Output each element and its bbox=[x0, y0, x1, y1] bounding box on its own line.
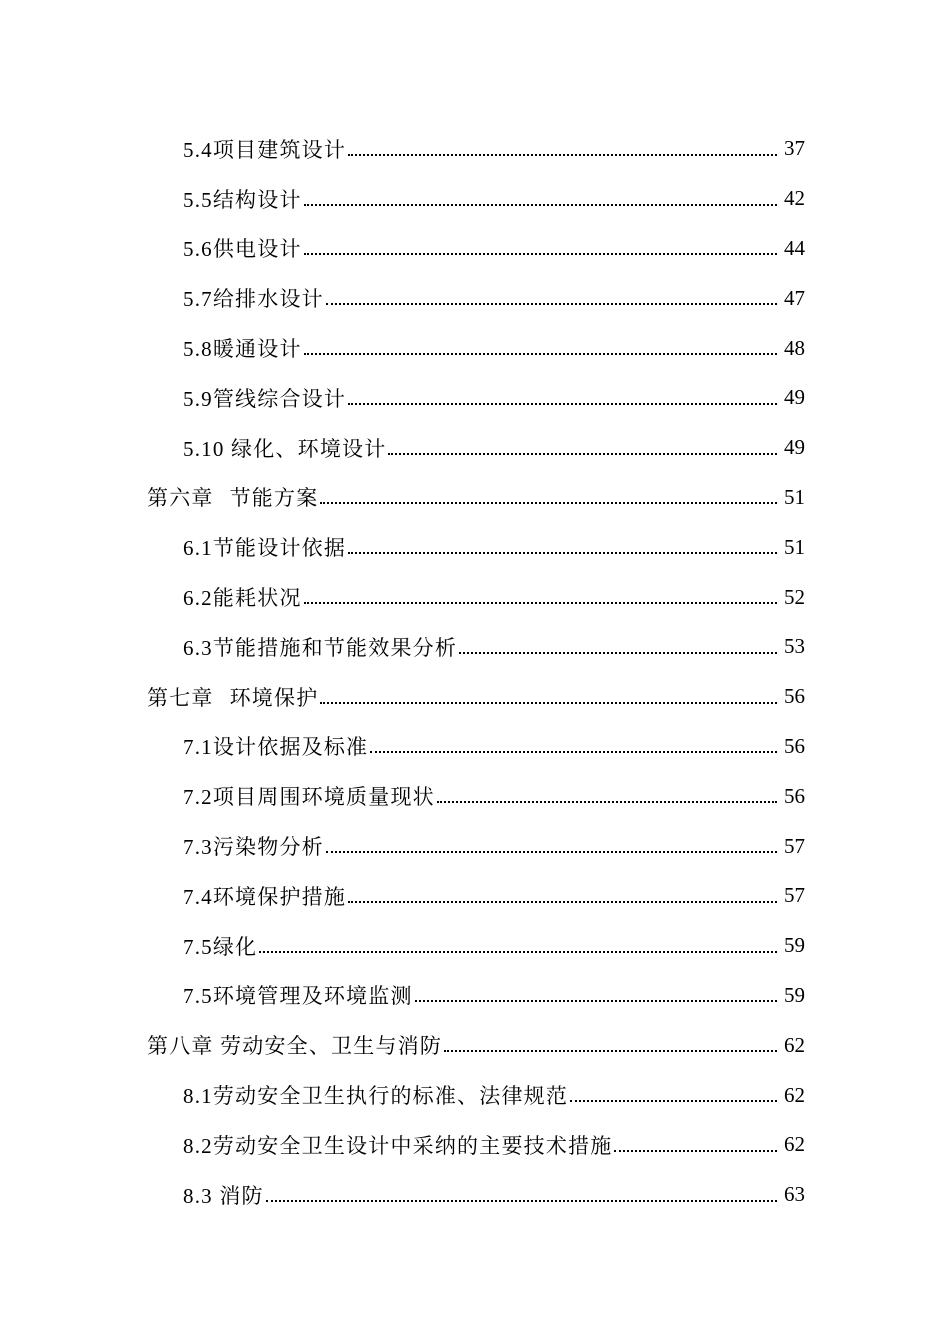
toc-entry-title: 5.7给排水设计 bbox=[183, 287, 324, 312]
toc-page-number: 42 bbox=[784, 186, 805, 211]
toc-entry[interactable] bbox=[0, 821, 950, 871]
toc-page-number: 57 bbox=[784, 883, 805, 908]
toc-page-number: 62 bbox=[784, 1032, 805, 1057]
toc-entry-title: 8.1劳动安全卫生执行的标准、法律规范 bbox=[183, 1084, 569, 1109]
toc-page-number: 56 bbox=[784, 684, 805, 709]
dot-leader bbox=[304, 204, 777, 206]
toc-entry[interactable] bbox=[0, 1120, 950, 1170]
dot-leader bbox=[348, 403, 777, 405]
toc-page-number: 49 bbox=[784, 385, 805, 410]
toc-entry-title: 6.3节能措施和节能效果分析 bbox=[183, 635, 458, 660]
toc-page-number: 62 bbox=[784, 1082, 805, 1107]
toc-page-number: 53 bbox=[784, 634, 805, 659]
toc-chapter-entry[interactable] bbox=[0, 473, 950, 523]
dot-leader bbox=[388, 453, 777, 455]
dot-leader bbox=[266, 1200, 777, 1202]
toc-page-number: 57 bbox=[784, 833, 805, 858]
toc-entry[interactable] bbox=[0, 124, 950, 174]
dot-leader bbox=[326, 851, 777, 853]
toc-entry-title: 第六章 节能方案 bbox=[147, 486, 319, 511]
toc-page-number: 48 bbox=[784, 335, 805, 360]
toc-entry-title: 5.5结构设计 bbox=[183, 187, 302, 212]
toc-entry-title: 6.1节能设计依据 bbox=[183, 536, 347, 561]
dot-leader bbox=[444, 1050, 777, 1052]
dot-leader bbox=[304, 353, 777, 355]
toc-page-number: 56 bbox=[784, 733, 805, 758]
toc-entry[interactable] bbox=[0, 1170, 950, 1220]
toc-chapter-entry[interactable] bbox=[0, 1020, 950, 1070]
dot-leader bbox=[259, 951, 777, 953]
dot-leader bbox=[415, 1000, 777, 1002]
toc-page-number: 37 bbox=[784, 136, 805, 161]
dot-leader bbox=[348, 552, 777, 554]
toc-entry[interactable] bbox=[0, 174, 950, 224]
toc-page-number: 59 bbox=[784, 933, 805, 958]
toc-page-number: 49 bbox=[784, 435, 805, 460]
toc-entry-title: 7.3污染物分析 bbox=[183, 835, 324, 860]
toc-entry[interactable] bbox=[0, 871, 950, 921]
toc-page-number: 52 bbox=[784, 584, 805, 609]
dot-leader bbox=[437, 801, 777, 803]
toc-page-number: 47 bbox=[784, 285, 805, 310]
toc-entry-title: 6.2能耗状况 bbox=[183, 586, 302, 611]
toc-entry-title: 8.3 消防 bbox=[183, 1183, 264, 1208]
toc-page-number: 56 bbox=[784, 783, 805, 808]
dot-leader bbox=[459, 652, 777, 654]
toc-entry[interactable] bbox=[0, 622, 950, 672]
toc-entry[interactable] bbox=[0, 771, 950, 821]
toc-entry-title: 7.4环境保护措施 bbox=[183, 884, 347, 909]
dot-leader bbox=[370, 751, 777, 753]
toc-entry-title: 5.6供电设计 bbox=[183, 237, 302, 262]
dot-leader bbox=[348, 154, 777, 156]
toc-entry-title: 7.2项目周围环境质量现状 bbox=[183, 785, 435, 810]
table-of-contents bbox=[0, 124, 950, 1220]
toc-entry-title: 5.4项目建筑设计 bbox=[183, 137, 347, 162]
toc-page-number: 51 bbox=[784, 484, 805, 509]
dot-leader bbox=[614, 1150, 777, 1152]
toc-page-number: 51 bbox=[784, 534, 805, 559]
toc-entry[interactable] bbox=[0, 921, 950, 971]
toc-entry[interactable] bbox=[0, 971, 950, 1021]
dot-leader bbox=[570, 1100, 777, 1102]
toc-entry-title: 7.5绿化 bbox=[183, 934, 258, 959]
dot-leader bbox=[304, 602, 777, 604]
toc-page-number: 59 bbox=[784, 982, 805, 1007]
toc-entry[interactable] bbox=[0, 323, 950, 373]
toc-page-number: 63 bbox=[784, 1182, 805, 1207]
toc-entry-title: 8.2劳动安全卫生设计中采纳的主要技术措施 bbox=[183, 1133, 613, 1158]
toc-entry-title: 5.10 绿化、环境设计 bbox=[183, 436, 387, 461]
toc-entry[interactable] bbox=[0, 423, 950, 473]
toc-entry[interactable] bbox=[0, 373, 950, 423]
dot-leader bbox=[320, 502, 777, 504]
toc-page-number: 62 bbox=[784, 1132, 805, 1157]
dot-leader bbox=[304, 253, 777, 255]
toc-page-number: 44 bbox=[784, 235, 805, 260]
toc-entry[interactable] bbox=[0, 224, 950, 274]
toc-entry-title: 5.9管线综合设计 bbox=[183, 386, 347, 411]
toc-entry-title: 第七章 环境保护 bbox=[147, 685, 319, 710]
dot-leader bbox=[320, 702, 777, 704]
toc-entry[interactable] bbox=[0, 1070, 950, 1120]
toc-entry-title: 第八章 劳动安全、卫生与消防 bbox=[147, 1034, 443, 1059]
toc-entry[interactable] bbox=[0, 572, 950, 622]
dot-leader bbox=[326, 303, 777, 305]
toc-entry[interactable] bbox=[0, 522, 950, 572]
dot-leader bbox=[348, 901, 777, 903]
toc-entry-title: 7.5环境管理及环境监测 bbox=[183, 984, 413, 1009]
toc-entry[interactable] bbox=[0, 273, 950, 323]
toc-entry[interactable] bbox=[0, 722, 950, 772]
toc-entry-title: 5.8暖通设计 bbox=[183, 337, 302, 362]
toc-entry-title: 7.1设计依据及标准 bbox=[183, 735, 369, 760]
toc-chapter-entry[interactable] bbox=[0, 672, 950, 722]
